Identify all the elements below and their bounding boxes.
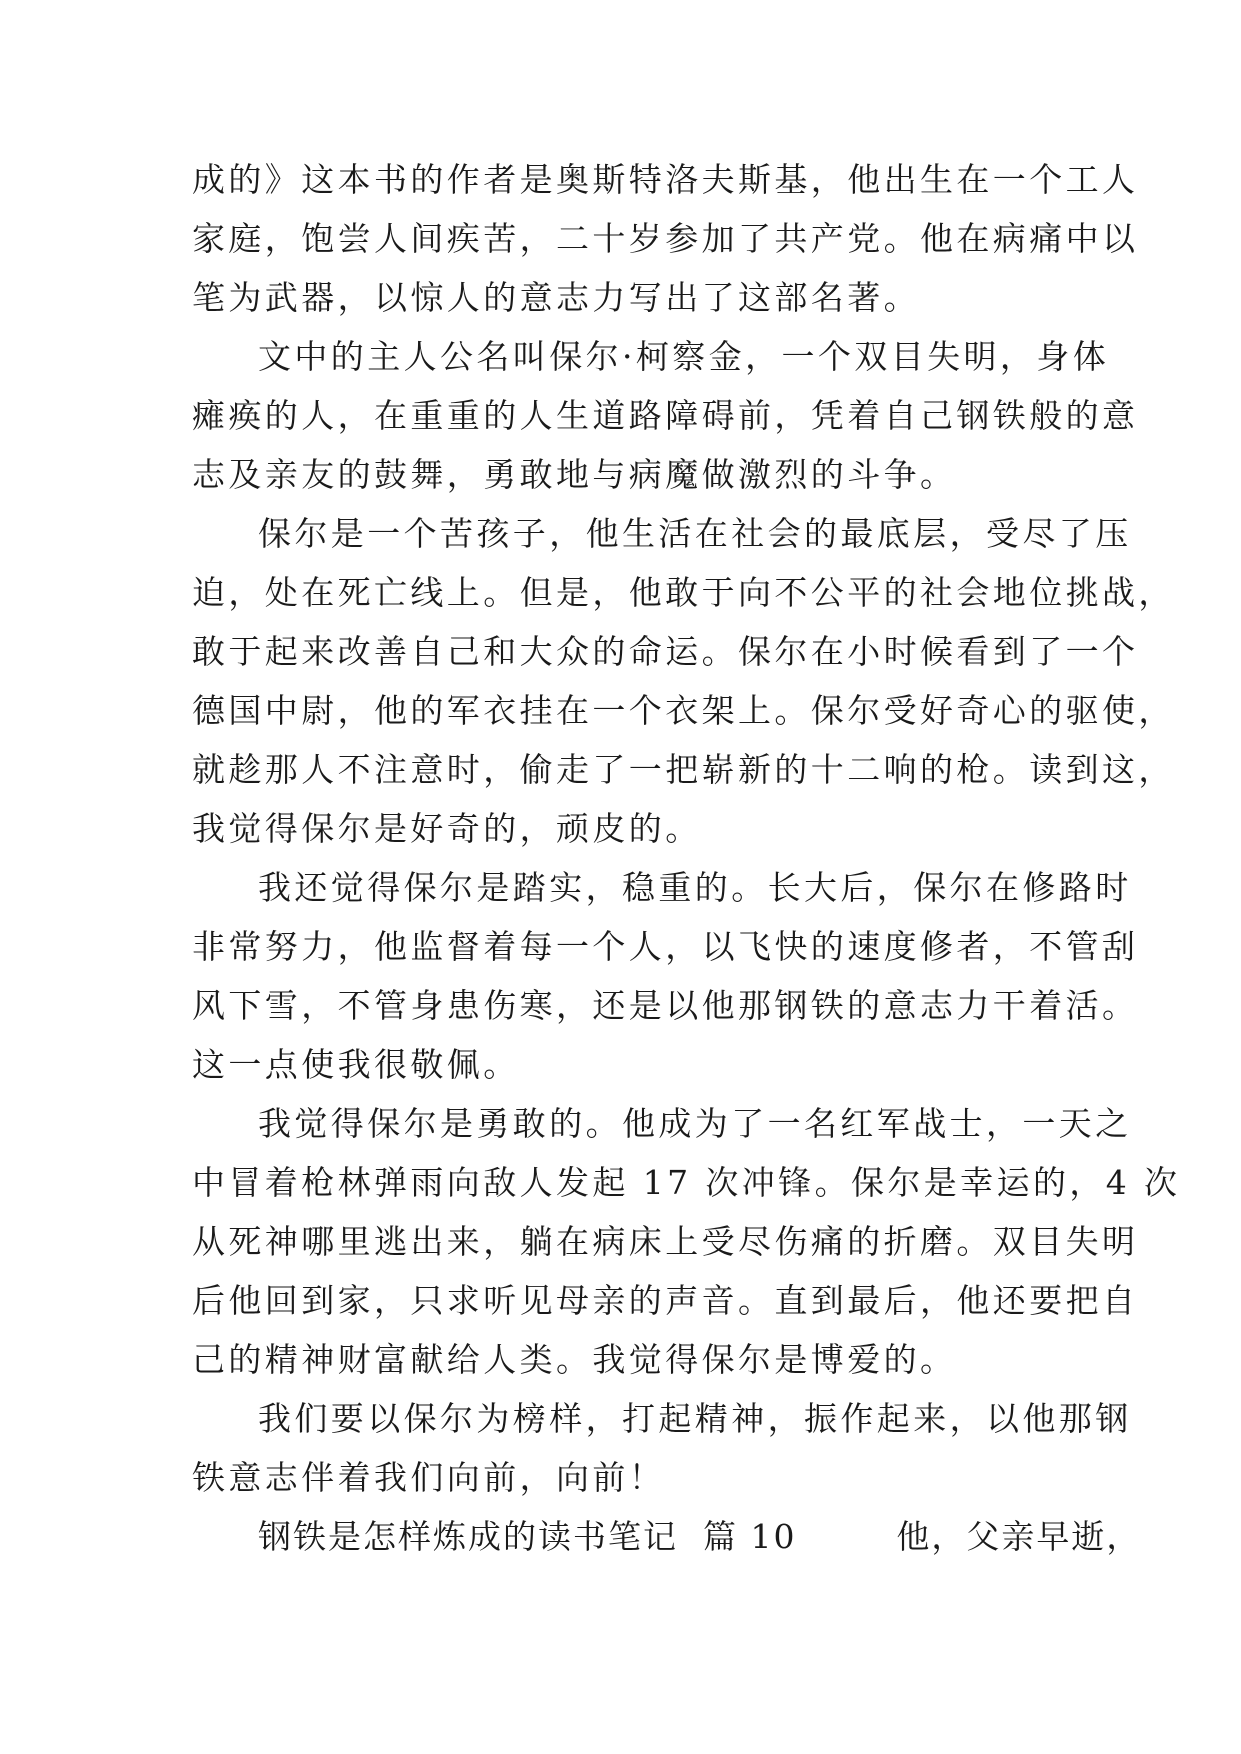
- text-line: 非常努力，他监督着每一个人，以飞快的速度修者，不管刮: [192, 927, 1139, 966]
- text-line: 志及亲友的鼓舞，勇敢地与病魔做激烈的斗争。: [192, 455, 957, 494]
- paragraph-start-line: 我还觉得保尔是踏实，稳重的。长大后，保尔在修路时: [258, 868, 1132, 907]
- text-line: 瘫痪的人，在重重的人生道路障碍前，凭着自己钢铁般的意: [192, 396, 1139, 435]
- text-line: 笔为武器，以惊人的意志力写出了这部名著。: [192, 278, 920, 317]
- text-line: 德国中尉，他的军衣挂在一个衣架上。保尔受好奇心的驱使，: [192, 691, 1175, 730]
- text-line: 我觉得保尔是好奇的，顽皮的。: [192, 809, 702, 848]
- paragraph-start-line: 我们要以保尔为榜样，打起精神，振作起来，以他那钢: [258, 1399, 1132, 1438]
- section-heading-line: 钢铁是怎样炼成的读书笔记 篇 10 他，父亲早逝，: [258, 1517, 1142, 1556]
- text-line: 就趁那人不注意时，偷走了一把崭新的十二响的枪。读到这，: [192, 750, 1175, 789]
- text-line: 风下雪，不管身患伤寒，还是以他那钢铁的意志力干着活。: [192, 986, 1139, 1025]
- text-line: 这一点使我很敬佩。: [192, 1045, 520, 1084]
- text-line: 己的精神财富献给人类。我觉得保尔是博爱的。: [192, 1340, 957, 1379]
- text-line: 敢于起来改善自己和大众的命运。保尔在小时候看到了一个: [192, 632, 1139, 671]
- paragraph-start-line: 文中的主人公名叫保尔·柯察金，一个双目失明，身体: [258, 337, 1110, 376]
- paragraph-start-line: 我觉得保尔是勇敢的。他成为了一名红军战士，一天之: [258, 1104, 1132, 1143]
- text-line: 铁意志伴着我们向前，向前！: [192, 1458, 666, 1497]
- text-line: 迫，处在死亡线上。但是，他敢于向不公平的社会地位挑战，: [192, 573, 1175, 612]
- text-line: 中冒着枪林弹雨向敌人发起 17 次冲锋。保尔是幸运的，4 次: [192, 1163, 1181, 1202]
- text-line: 成的》这本书的作者是奥斯特洛夫斯基，他出生在一个工人: [192, 160, 1139, 199]
- paragraph-start-line: 保尔是一个苦孩子，他生活在社会的最底层，受尽了压: [258, 514, 1132, 553]
- text-line: 家庭，饱尝人间疾苦，二十岁参加了共产党。他在病痛中以: [192, 219, 1139, 258]
- text-line: 从死神哪里逃出来，躺在病床上受尽伤痛的折磨。双目失明: [192, 1222, 1139, 1261]
- text-line: 后他回到家，只求听见母亲的声音。直到最后，他还要把自: [192, 1281, 1139, 1320]
